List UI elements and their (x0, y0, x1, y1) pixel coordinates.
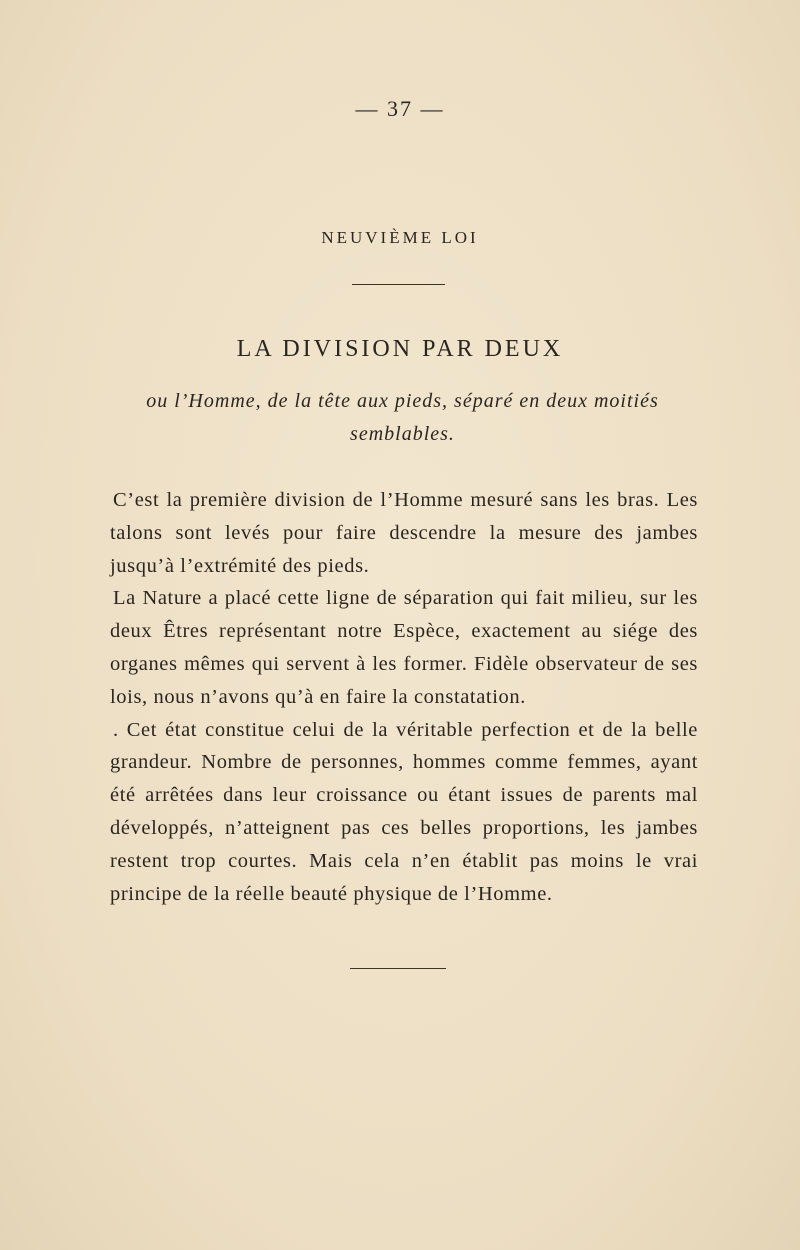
paragraph: La Nature a placé cette ligne de séparation qui fait milieu, sur les deux Êtres représentant notre Espèce, exactement au siége des organes mêmes qui servent à les former. Fidèle observateur de ses lois, nous n’avons qu’à en faire la constatation. (110, 587, 698, 708)
paragraph: . Cet état constitue celui de la véritable perfection et de la belle grandeur. Nombre de personnes, hommes comme femmes, ayant été arrêtées dans leur croissance ou étant issues de parents mal développés, n’atteignent pas ces belles proportions, les jambes restent trop courtes. Mais cela n’en établit pas moins le vrai principe de la réelle beauté physique de l’Homme. (110, 718, 698, 905)
section-label: NEUVIÈME LOI (321, 228, 479, 247)
chapter-title: LA DIVISION PAR DEUX (236, 336, 564, 362)
divider-top (352, 284, 445, 285)
divider-bottom (350, 968, 446, 969)
paragraph: C’est la première division de l’Homme mesuré sans les bras. Les talons sont levés pour faire descendre la mesure des jambes jusqu’à l’extrémité des pieds. (110, 489, 698, 577)
chapter-subtitle: ou l’Homme, de la tête aux pieds, séparé en deux moitiés semblables. (146, 390, 659, 445)
body-text (110, 484, 698, 910)
page-number: — 37 — (355, 96, 445, 121)
